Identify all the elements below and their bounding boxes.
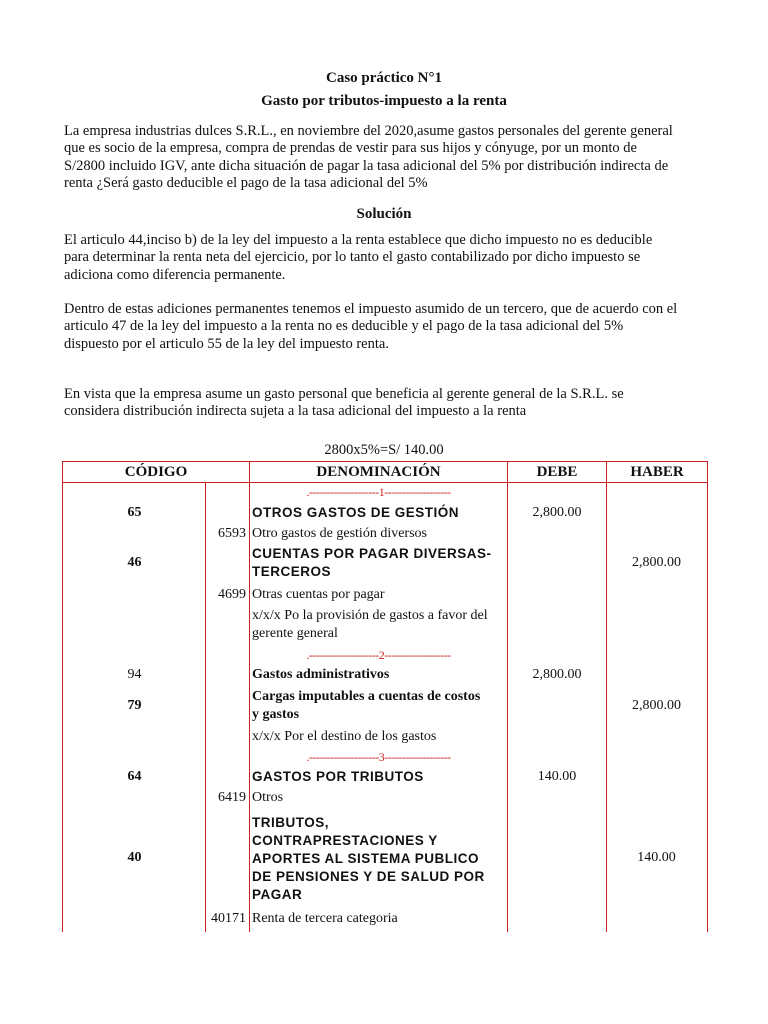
gloss-entry-2: x/x/x Por el destino de los gastos (252, 729, 437, 744)
row-79-haber: 2,800.00 (632, 698, 681, 713)
row-79-code: 79 (127, 698, 142, 713)
row-40-name: TRIBUTOS, CONTRAPRESTACIONES Y APORTES AL SISTEMA PUBLICO DE PENSIONES Y DE SALUD POR PAGAR (252, 815, 485, 902)
row-64-name: GASTOS POR TRIBUTOS (252, 769, 424, 784)
row-40-haber: 140.00 (637, 850, 676, 865)
header-divider (63, 482, 707, 483)
row-64-debe: 140.00 (537, 769, 577, 784)
entry-separator-1: .--------------------1------------------- (306, 485, 451, 499)
row-4699-name: Otras cuentas por pagar (252, 587, 385, 602)
formula: 2800x5%=S/ 140.00 (324, 442, 444, 458)
row-64-code: 64 (127, 769, 142, 784)
solution-heading: Solución (356, 206, 412, 222)
journal-table (62, 461, 708, 932)
row-40171-name: Renta de tercera categoria (252, 911, 398, 926)
row-94-debe: 2,800.00 (532, 667, 582, 682)
row-65-name: OTROS GASTOS DE GESTIÓN (252, 505, 460, 520)
header-codigo: CÓDIGO (124, 464, 188, 480)
entry-separator-2: .--------------------2------------------- (306, 648, 451, 662)
header-haber: HABER (630, 464, 684, 480)
solution-paragraph-2: Dentro de estas adiciones permanentes tenemos el impuesto asumido de un tercero, que de acuerdo con el articulo 47 de la ley del impuesto a la renta no es deducible y el pago de la tasa adicional del 5% dispuesto por el articulo 55 de la ley del impuesto renta. (64, 301, 678, 352)
row-94-name: Gastos administrativos (252, 667, 390, 682)
solution-paragraph-3: En vista que la empresa asume un gasto personal que beneficia al gerente general de la S.R.L. se considera distribución indirecta sujeta a la tasa adicional del impuesto a la renta (64, 386, 624, 420)
document-title: Caso práctico N°1 (326, 70, 442, 86)
row-6593-code: 6593 (218, 526, 246, 541)
solution-paragraph-1: El articulo 44,inciso b) de la ley del impuesto a la renta establece que dicho impuesto no es deducible para determinar la renta neta del ejercicio, por lo tanto el gasto contabilizado por dicho impuesto se adiciona como diferencia permanente. (64, 232, 653, 283)
row-40171-code: 40171 (211, 911, 246, 926)
row-4699-code: 4699 (218, 587, 246, 602)
row-79-name: Cargas imputables a cuentas de costos y gastos (252, 689, 481, 722)
row-40-code: 40 (127, 850, 142, 865)
row-6593-name: Otro gastos de gestión diversos (252, 526, 427, 541)
header-debe: DEBE (536, 464, 578, 480)
row-6419-code: 6419 (218, 790, 246, 805)
row-65-debe: 2,800.00 (532, 505, 582, 520)
row-46-haber: 2,800.00 (632, 555, 681, 570)
row-46-code: 46 (127, 555, 142, 570)
entry-separator-3: .--------------------3------------------- (306, 750, 451, 764)
col-divider-codigo (249, 462, 250, 932)
intro-paragraph: La empresa industrias dulces S.R.L., en noviembre del 2020,asume gastos personales del gerente general que es socio de la empresa, compra de prendas de vestir para sus hijos y cónyuge, por un monto de S/2800 incluido IGV, ante dicha situación de pagar la tasa adicional del 5% por distribución indirecta de renta ¿Será gasto deducible el pago de la tasa adicional del 5% (64, 123, 673, 191)
row-94-code: 94 (127, 667, 142, 682)
gloss-entry-1: x/x/x Po la provisión de gastos a favor del gerente general (252, 608, 488, 641)
header-denominacion: DENOMINACIÓN (316, 464, 441, 480)
row-65-code: 65 (127, 505, 142, 520)
document-subtitle: Gasto por tributos-impuesto a la renta (261, 93, 507, 109)
col-divider-sub (205, 482, 206, 932)
col-divider-debe (507, 462, 508, 932)
row-46-name: CUENTAS POR PAGAR DIVERSAS- TERCEROS (252, 546, 492, 579)
row-6419-name: Otros (252, 790, 284, 805)
